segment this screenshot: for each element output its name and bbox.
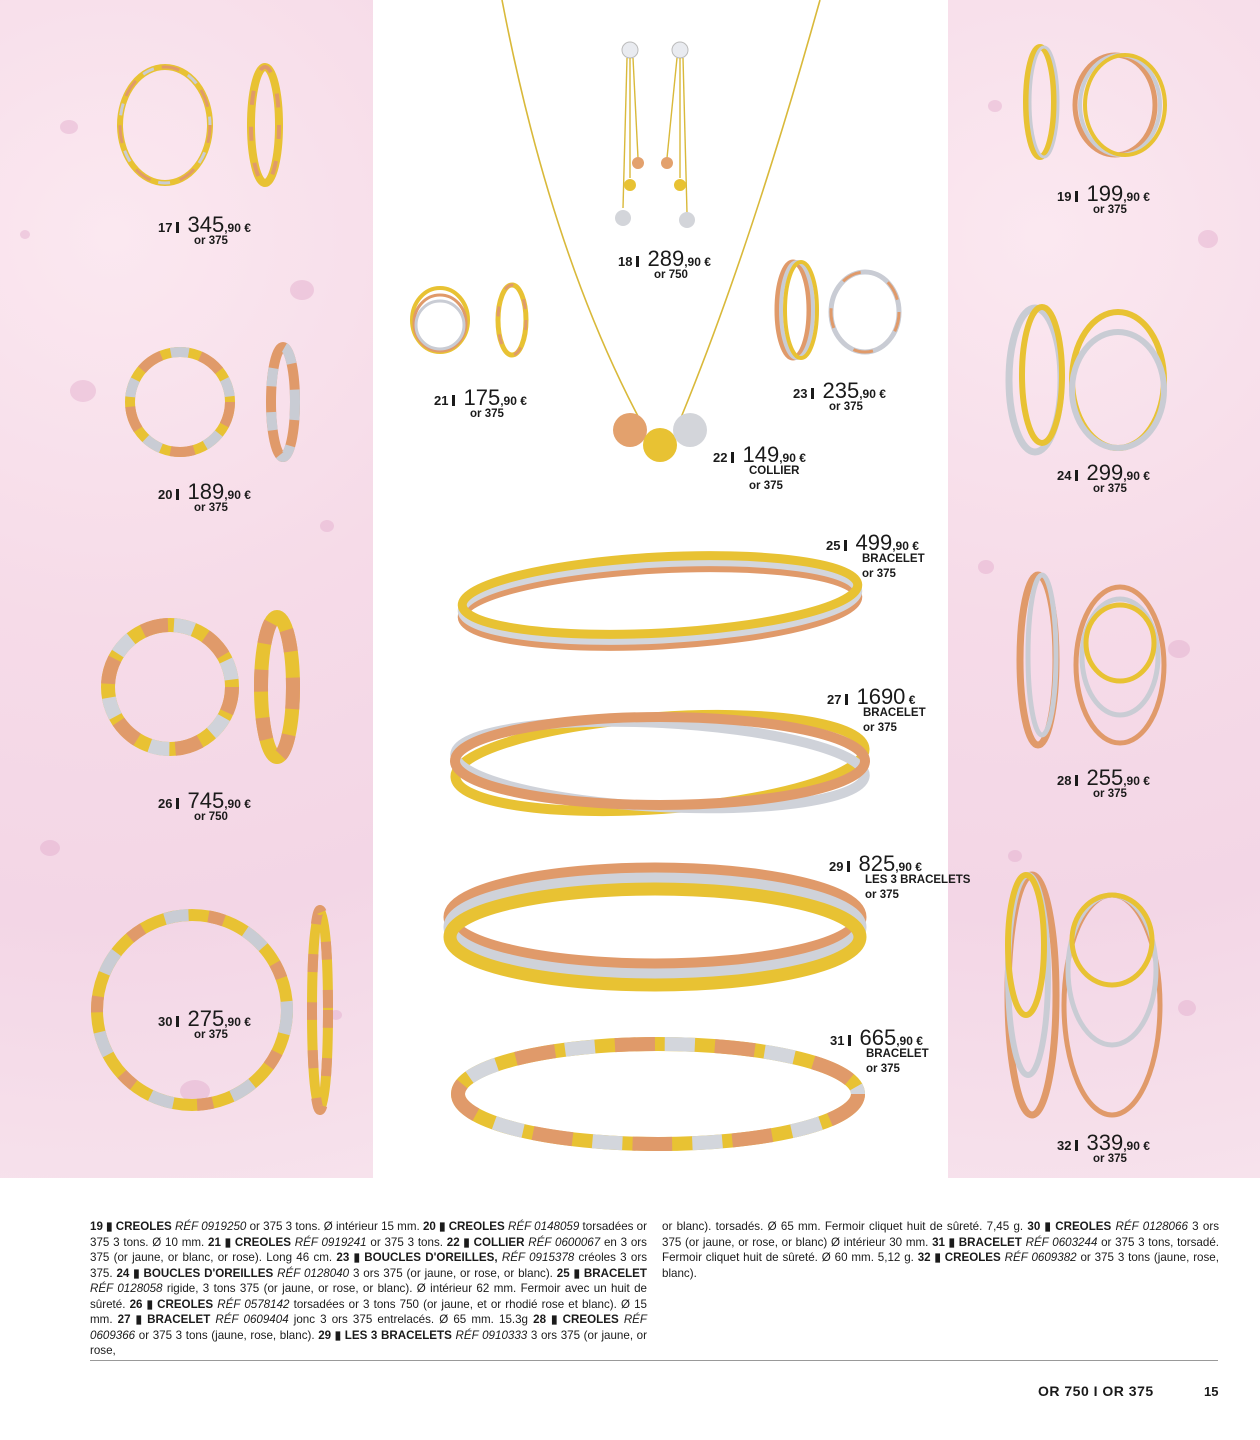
price-cents: ,90 € — [224, 488, 251, 502]
price-details — [829, 400, 863, 415]
price-detail-line: or 375 — [194, 235, 228, 247]
entry-reference: RÉF 0578142 — [217, 1297, 290, 1311]
entry-title: CREOLES — [944, 1251, 1001, 1264]
entry-reference: RÉF 0609366 — [90, 1313, 647, 1342]
price-cents: ,90 € — [1123, 469, 1150, 483]
entry-reference: RÉF 0603244 — [1025, 1235, 1098, 1249]
price-details — [863, 706, 926, 736]
entry-number: 21 — [208, 1235, 221, 1249]
item-number: 24 — [1057, 468, 1072, 483]
price-amount: 1690 — [856, 684, 906, 709]
entry-title: CREOLES — [448, 1220, 505, 1233]
price-amount: 175 — [463, 385, 501, 410]
price-detail-line: BRACELET — [866, 1048, 929, 1060]
price-detail-line: or 375 — [1093, 788, 1127, 800]
hoop-earrings-26-illustration — [95, 595, 305, 775]
entry-number: 26 — [129, 1297, 143, 1311]
separator-bar — [811, 388, 814, 399]
price-label-18 — [618, 246, 711, 281]
separator-bar — [731, 452, 734, 463]
entry-number: 27 — [117, 1313, 131, 1326]
entry-text: torsadées or 375 3 tons. Ø 10 mm. — [90, 1220, 647, 1249]
item-number: 19 — [1057, 189, 1072, 204]
price-amount: 339 — [1086, 1130, 1124, 1155]
price-cents: ,90 € — [224, 797, 251, 811]
hoop-earrings-19-illustration — [1020, 40, 1170, 170]
entry-title: CREOLES — [562, 1313, 619, 1326]
separator-mark: ▮ — [435, 1220, 449, 1233]
item-number: 27 — [827, 692, 842, 707]
separator-bar — [1075, 470, 1078, 481]
price-amount: 189 — [187, 479, 225, 504]
entry-title: CREOLES — [157, 1297, 214, 1311]
entry-reference: RÉF 0609404 — [215, 1313, 289, 1326]
item-number: 29 — [829, 859, 844, 874]
separator-mark: ▮ — [331, 1328, 345, 1342]
hoop-earrings-28-illustration — [1010, 565, 1180, 755]
price-label-25 — [826, 530, 925, 580]
price-label-19 — [1057, 181, 1150, 216]
price-label-17 — [158, 212, 251, 247]
price-label-31 — [830, 1025, 929, 1075]
separator-bar — [452, 395, 455, 406]
entry-reference: RÉF 0600067 — [528, 1235, 601, 1249]
entry-text: 3 ors 375 (or jaune, or rose, or blanc) Ø intérieur 30 mm. — [662, 1220, 1219, 1249]
entry-text: en 3 ors 375 (or jaune, or blanc, or rose). Long 46 cm. — [90, 1235, 647, 1264]
price-detail-line: or 375 — [863, 722, 897, 734]
price-detail-line: or 750 — [654, 269, 688, 281]
entry-title: BRACELET — [583, 1266, 647, 1280]
entry-title: CREOLES — [115, 1220, 172, 1233]
entry-number: 24 — [116, 1266, 130, 1280]
price-amount: 665 — [859, 1025, 897, 1050]
price-cents: ,90 € — [224, 1015, 251, 1029]
entry-text: or 375 3 tons (jaune, rose, blanc). — [135, 1328, 319, 1342]
entry-title: BRACELET — [958, 1235, 1022, 1249]
price-cents: ,90 € — [779, 451, 806, 465]
separator-bar — [844, 540, 847, 551]
price-detail-line: or 750 — [194, 811, 228, 823]
price-details — [865, 873, 970, 903]
price-cents: ,90 € — [895, 860, 922, 874]
separator-bar — [847, 861, 850, 872]
separator-mark: ▮ — [142, 1297, 158, 1311]
price-detail-line: or 375 — [829, 401, 863, 413]
entry-text: créoles 3 ors 375. — [90, 1251, 647, 1280]
entry-text: or 375 3 tons, torsadé. Fermoir cliquet huit de sûreté. Ø 60 mm. 5,12 g. — [662, 1235, 1219, 1264]
separator-bar — [176, 1016, 179, 1027]
item-number: 32 — [1057, 1138, 1072, 1153]
price-amount: 499 — [855, 530, 893, 555]
separator-bar — [176, 798, 179, 809]
price-cents: ,90 € — [892, 539, 919, 553]
price-cents: ,90 € — [1123, 1139, 1150, 1153]
price-amount: 345 — [187, 212, 225, 237]
price-detail-line: or 375 — [865, 889, 899, 901]
price-label-29 — [829, 851, 971, 901]
price-cents: € — [905, 693, 916, 707]
price-detail-line: or 375 — [866, 1063, 900, 1075]
price-cents: ,90 € — [500, 394, 527, 408]
entry-reference: RÉF 0910333 — [455, 1328, 528, 1342]
entry-number: 22 — [446, 1235, 460, 1249]
separator-mark: ▮ — [130, 1313, 148, 1326]
entry-number: 31 — [932, 1235, 945, 1249]
entry-number: 30 — [1027, 1220, 1041, 1233]
bracelet-31-illustration — [450, 1030, 870, 1160]
price-details — [862, 552, 925, 582]
price-detail-line: or 375 — [1093, 483, 1127, 495]
item-number: 18 — [618, 254, 633, 269]
entry-number: 32 — [917, 1251, 931, 1264]
price-details — [1093, 787, 1127, 802]
price-amount: 825 — [858, 851, 896, 876]
price-detail-line: or 375 — [1093, 1153, 1127, 1165]
price-label-21 — [434, 385, 527, 420]
item-number: 21 — [434, 393, 449, 408]
item-number: 26 — [158, 796, 173, 811]
price-label-32 — [1057, 1130, 1150, 1165]
separator-bar — [845, 694, 848, 705]
price-details — [194, 810, 228, 825]
hoop-earrings-32-illustration — [1000, 855, 1180, 1125]
separator-mark: ▮ — [459, 1235, 474, 1249]
price-amount: 235 — [822, 378, 860, 403]
bracelets-29-illustration — [440, 855, 870, 1000]
item-number: 23 — [793, 386, 808, 401]
price-details — [1093, 203, 1127, 218]
price-details — [866, 1047, 929, 1077]
hoop-earrings-24-illustration — [1000, 295, 1180, 465]
price-cents: ,90 € — [1123, 190, 1150, 204]
price-details — [1093, 1152, 1127, 1167]
entry-text: rigide, 3 tons 375 (or jaune, or rose, or blanc). Ø intérieur 62 mm. Fermoir avec un huit de sûreté. — [90, 1282, 647, 1311]
entry-text: 3 ors 375 (or jaune, or rose, — [90, 1328, 647, 1357]
entry-reference: RÉF 0915378 — [501, 1251, 575, 1264]
price-label-24 — [1057, 460, 1150, 495]
entry-reference: RÉF 0148059 — [507, 1220, 580, 1233]
price-details — [194, 501, 228, 516]
price-detail-line: or 375 — [1093, 204, 1127, 216]
price-cents: ,90 € — [896, 1034, 923, 1048]
entry-number: 28 — [533, 1313, 547, 1326]
separator-bar — [1075, 191, 1078, 202]
price-detail-line: or 375 — [194, 1029, 228, 1041]
price-details — [749, 464, 799, 494]
price-details — [194, 1028, 228, 1043]
price-detail-line: BRACELET — [862, 553, 925, 565]
price-detail-line: or 375 — [194, 502, 228, 514]
separator-bar — [848, 1035, 851, 1046]
entry-title: CREOLES — [1055, 1220, 1112, 1233]
bracelet-27-illustration — [445, 695, 875, 825]
price-amount: 289 — [647, 246, 685, 271]
separator-mark: ▮ — [349, 1251, 365, 1264]
price-detail-line: or 375 — [862, 568, 896, 580]
entry-text: or 375 3 tons. — [366, 1235, 447, 1249]
entry-reference: RÉF 0919241 — [294, 1235, 367, 1249]
entry-number: 29 — [318, 1328, 332, 1342]
hoop-earrings-17-illustration — [110, 45, 300, 205]
price-detail-line: or 375 — [470, 408, 504, 420]
price-amount: 299 — [1086, 460, 1124, 485]
price-amount: 199 — [1086, 181, 1124, 206]
item-number: 28 — [1057, 773, 1072, 788]
price-label-26 — [158, 788, 251, 823]
price-detail-line: BRACELET — [863, 707, 926, 719]
price-amount: 275 — [187, 1006, 225, 1031]
separator-mark: ▮ — [546, 1313, 563, 1326]
item-number: 31 — [830, 1033, 845, 1048]
separator-mark: ▮ — [1040, 1220, 1056, 1233]
price-detail-line: or 375 — [749, 480, 783, 492]
separator-bar — [636, 256, 639, 267]
price-cents: ,90 € — [1123, 774, 1150, 788]
separator-bar — [176, 489, 179, 500]
price-details — [1093, 482, 1127, 497]
separator-bar — [1075, 775, 1078, 786]
drop-earrings-illustration — [605, 38, 705, 238]
entry-text: torsadées or 3 tons 750 (or jaune, et or rhodié rose et blanc). Ø 15 mm. — [90, 1297, 647, 1326]
hoop-earrings-23-illustration — [765, 252, 915, 367]
price-details — [194, 234, 228, 249]
entry-title: LES 3 BRACELETS — [344, 1328, 452, 1342]
price-label-30 — [158, 1006, 251, 1041]
price-amount: 149 — [742, 442, 780, 467]
entry-title: BRACELET — [147, 1313, 211, 1326]
product-descriptions-column-2 — [662, 1219, 1219, 1281]
price-cents: ,90 € — [684, 255, 711, 269]
separator-mark: ▮ — [569, 1266, 584, 1280]
price-detail-line: COLLIER — [749, 465, 800, 477]
price-cents: ,90 € — [859, 387, 886, 401]
price-detail-line: LES 3 BRACELETS — [865, 874, 971, 886]
item-number: 30 — [158, 1014, 173, 1029]
entry-text: 3 ors 375 (or jaune, or rose, or blanc). — [349, 1266, 557, 1280]
entry-title: CREOLES — [234, 1235, 291, 1249]
separator-mark: ▮ — [102, 1220, 116, 1233]
entry-text: jonc 3 ors 375 entrelacés. Ø 65 mm. 15.3g — [288, 1313, 534, 1326]
entry-reference: RÉF 0919250 — [175, 1220, 247, 1233]
entry-title: BOUCLES D'OREILLES, — [364, 1251, 498, 1264]
hoop-earrings-21-illustration — [400, 265, 540, 365]
entry-number: 25 — [556, 1266, 570, 1280]
separator-mark: ▮ — [944, 1235, 959, 1249]
hoop-earrings-20-illustration — [115, 330, 305, 470]
page-number: 15 — [1204, 1384, 1219, 1399]
separator-bar — [176, 222, 179, 233]
entry-text: or 375 3 tons. Ø intérieur 15 mm. — [246, 1220, 423, 1233]
bracelet-25-illustration — [450, 545, 870, 670]
separator-mark: ▮ — [220, 1235, 235, 1249]
price-label-23 — [793, 378, 886, 413]
entry-reference: RÉF 0128066 — [1115, 1220, 1188, 1233]
price-label-28 — [1057, 765, 1150, 800]
footer-divider — [90, 1360, 1218, 1361]
price-details — [654, 268, 688, 283]
entry-number: 19 — [90, 1220, 103, 1233]
continued-text: or blanc). torsadés. Ø 65 mm. Fermoir cliquet huit de sûreté. 7,45 g. — [662, 1220, 1028, 1233]
entry-reference: RÉF 0128058 — [90, 1282, 163, 1295]
entry-number: 23 — [336, 1251, 350, 1264]
separator-mark: ▮ — [129, 1266, 144, 1280]
entry-title: BOUCLES D'OREILLES — [143, 1266, 274, 1280]
entry-reference: RÉF 0609382 — [1004, 1251, 1077, 1264]
item-number: 25 — [826, 538, 841, 553]
price-label-20 — [158, 479, 251, 514]
entry-title: COLLIER — [473, 1235, 525, 1249]
product-descriptions-column-1 — [90, 1219, 647, 1359]
price-cents: ,90 € — [224, 221, 251, 235]
entry-text: or 375 3 tons (jaune, rose, blanc). — [662, 1251, 1219, 1280]
separator-mark: ▮ — [930, 1251, 945, 1264]
price-label-22 — [713, 442, 806, 492]
entry-number: 20 — [422, 1220, 436, 1233]
item-number: 22 — [713, 450, 728, 465]
price-label-27 — [827, 684, 926, 734]
price-amount: 255 — [1086, 765, 1124, 790]
entry-reference: RÉF 0128040 — [277, 1266, 350, 1280]
item-number: 20 — [158, 487, 173, 502]
separator-bar — [1075, 1140, 1078, 1151]
price-details — [470, 407, 504, 422]
footer-label: OR 750 I OR 375 — [1038, 1383, 1154, 1399]
price-amount: 745 — [187, 788, 225, 813]
item-number: 17 — [158, 220, 173, 235]
